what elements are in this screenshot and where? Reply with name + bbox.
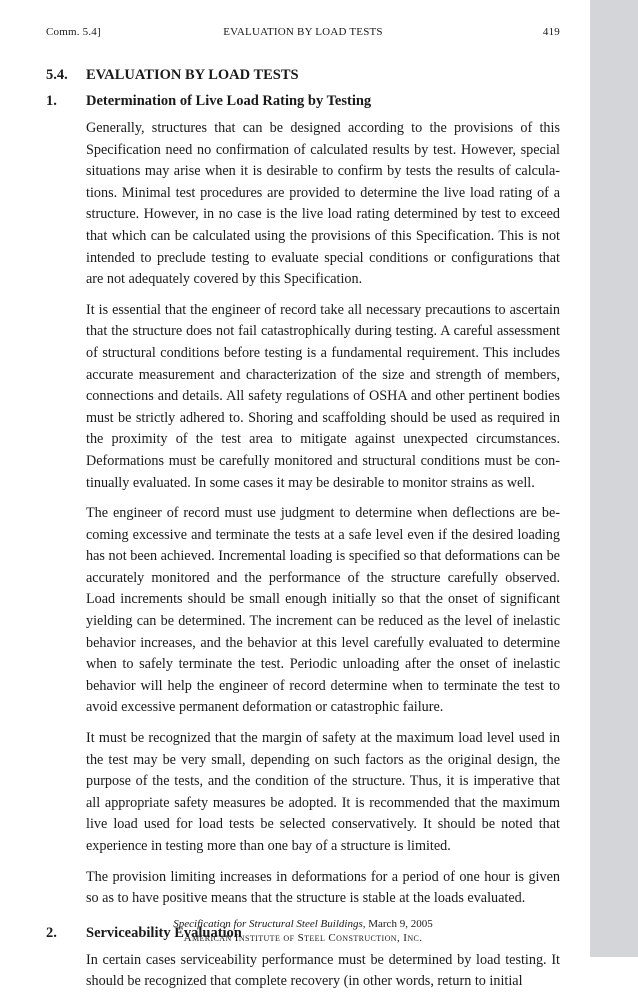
running-head: [46, 26, 560, 42]
subsection-number: 1.: [46, 93, 57, 109]
page-number: 419: [542, 26, 560, 38]
paragraph: The provision limiting increases in deformations for a period of one hour is given so as to have positive means that the structure is stable at the loads evaluated.: [86, 868, 560, 907]
subsection-title: Determination of Live Load Rating by Testing: [86, 93, 372, 109]
paragraph: In certain cases serviceability performance must be determined by load testing. It should be recognized that complete recovery (in other words, return to initial: [86, 951, 560, 990]
running-head-title: EVALUATION BY LOAD TESTS: [223, 26, 383, 38]
subsection-title: Serviceability Evaluation: [86, 924, 242, 941]
subsection-number: 2.: [46, 924, 57, 941]
footer-date: March 9, 2005: [365, 918, 433, 930]
section-number: 5.4.: [46, 67, 68, 83]
page-content: [46, 66, 560, 1002]
side-margin-strip: [590, 0, 638, 957]
paragraph: The engineer of record must use judgment to determine when deflections are be-coming excessive and terminate the tests at a safe level even if the desired loading has not been achieved. Incremental loading is specified so that deformations can be accurately monitored and the performance of the structure carefully observed. Load increments should be small enough initially so that the onset of significant yielding can be determined. The increment can be reduced as the level of inelastic behavior increases, and the behavior at this level carefully evaluated to determine when to safely terminate the test. Periodic unloading after the onset of inelastic behavior will help the engineer of record determine when to terminate the test to avoid excessive permanent deformation or catastrophic failure.: [86, 505, 560, 716]
paragraph: It is essential that the engineer of record take all necessary precautions to ascertain that the structure does not fail catastrophically during testing. A careful assessment of structural conditions before testing is a fundamental requirement. This includes accurate measurement and characterization of the size and strength of members, connections and details. All safety regulations of OSHA and other pertinent bodies must be strictly adhered to. Shoring and scaffolding should be used as required in the proximity of the test area to mitigate against unexpected circumstances. Deformations must be carefully monitored and structural conditions must be con-tinually evaluated. In some cases it may be desirable to monitor strains as well.: [86, 301, 560, 491]
subsection-heading-1: [46, 92, 560, 110]
section-heading: [46, 66, 560, 84]
page-footer: [46, 917, 560, 945]
footer-spec-title: Specification for Structural Steel Buildings,: [173, 918, 366, 930]
running-head-commentary-ref: Comm. 5.4]: [46, 26, 101, 38]
footer-publisher: American Institute of Steel Construction, Inc.: [183, 932, 423, 944]
section-title: EVALUATION BY LOAD TESTS: [86, 67, 299, 83]
footer-citation: [46, 917, 560, 931]
paragraph: It must be recognized that the margin of safety at the maximum load level used in the test may be very small, depending on such factors as the original design, the purpose of the tests, and the condition of the structure. Thus, it is imperative that all appropriate safety measures be adopted. It is recommended that the maximum live load used for load tests be selected conservatively. It should be noted that experience in testing more than one bay of a structure is limited.: [86, 730, 560, 854]
paragraph: Generally, structures that can be designed according to the provisions of this Specification need no confirmation of calculated results by test. However, special situations may arise when it is desirable to confirm by tests the results of calcula-tions. Minimal test procedures are provided to determine the live load rating of a structure. However, in no case is the live load rating determined by test to exceed that which can be calculated using the provisions of this Specification. This is not intended to preclude testing to evaluate special conditions or configurations that are not adequately covered by this Specification.: [86, 120, 560, 288]
